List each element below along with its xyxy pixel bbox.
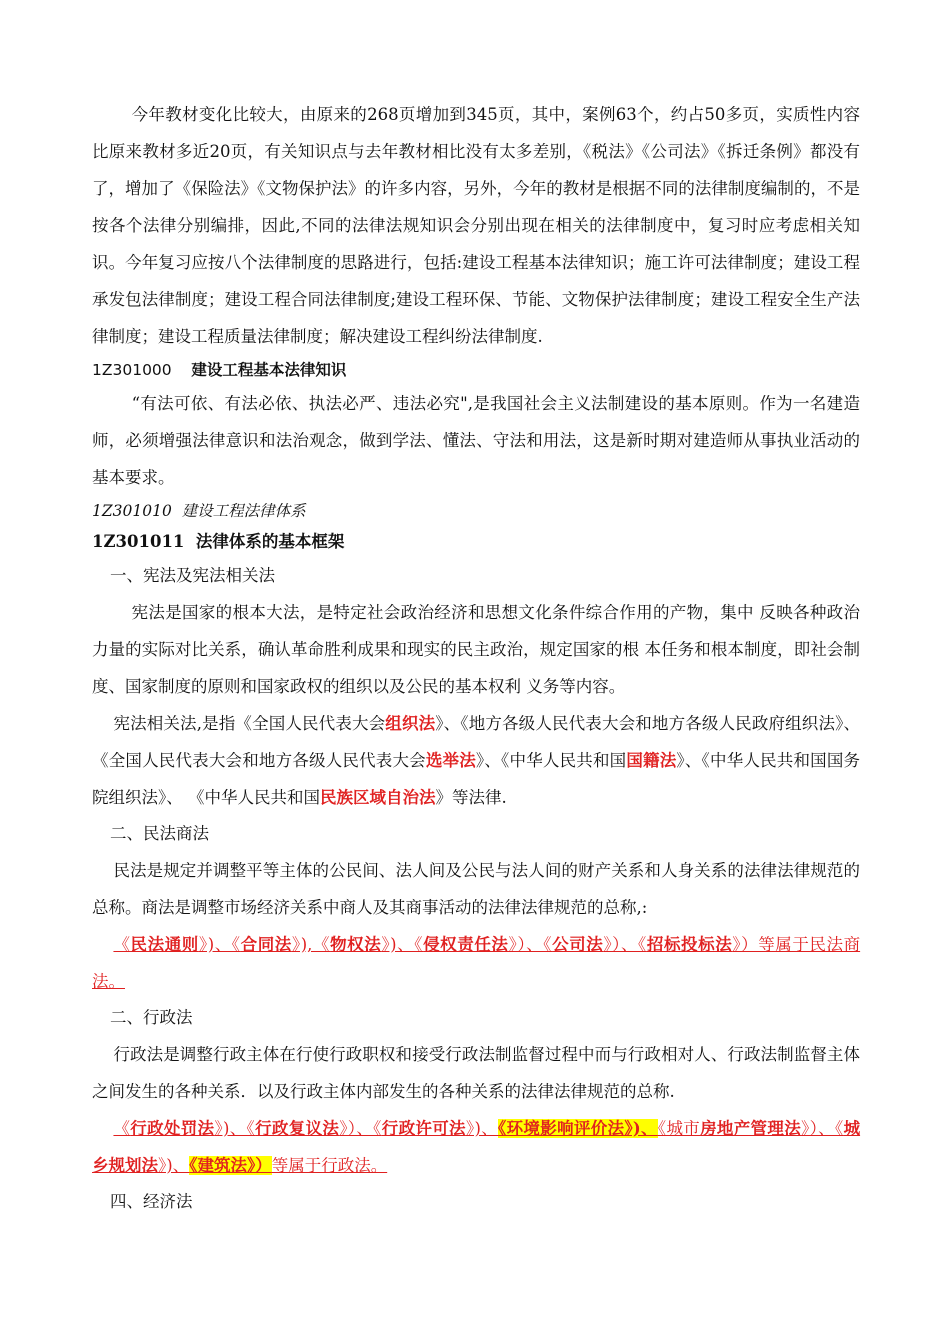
law-name: 物权法 — [330, 935, 382, 954]
text: 》)、《 — [198, 935, 241, 954]
admin-law-paragraph: 行政法是调整行政主体在行使行政职权和接受行政法制监督过程中而与行政相对人、行政法制监督主体之间发生的各种关系．以及行政主体内部发生的各种关系的法律法律规范的总称. — [92, 1045, 860, 1101]
text: 》)、《 — [381, 935, 424, 954]
constitution-related-paragraph — [92, 705, 860, 816]
text: 》、《中华人民共和国国务院组织法》、 《中华人民共和国 — [92, 751, 861, 807]
text: 》、《地方各级人民代表大会和地方各级人民政府组织法》、《全国人民代表大会和地方各级人民代表大会 — [92, 714, 861, 770]
constitution-paragraph: 宪法是国家的根本大法，是特定社会政治经济和思想文化条件综合作用的产物，集中 反映各种政治力量的实际对比关系，确认革命胜利成果和现实的民主政治，规定国家的根 本任务和根本制度，即社会制度、国家制度的原则和国家政权的组织以及公民的基本权利 义务等内容。 — [92, 603, 860, 696]
heading-code: 1Z301010 — [92, 502, 172, 520]
law-name-highlighted: 《建筑法》） — [189, 1156, 272, 1175]
text: 《城市 — [657, 1119, 701, 1138]
text: 》）、《 — [508, 935, 553, 954]
section-title-economic-law: 四、经济法 — [110, 1192, 193, 1211]
heading-1z301000 — [92, 355, 860, 385]
text: 》）、《 — [603, 935, 647, 954]
text: 》）等属于民法商法。 — [92, 935, 861, 991]
heading-code: 1Z301011 — [92, 532, 185, 551]
section-title-civil-law: 二、民法商法 — [110, 824, 209, 843]
text: 》)、 — [158, 1156, 190, 1175]
intro-paragraph: 今年教材变化比较大，由原来的268页增加到345页，其中，案例63个，约占50多页，实质性内容比原来教材多近20页，有关知识点与去年教材相比没有太多差别，《税法》《公司法》《拆迁条例》都没有了，增加了《保险法》《文物保护法》的许多内容，另外，今年的教材是根据不同的法律制度编制的，不是按各个法律分别编排，因此,不同的法律法规知识会分别出现在相关的法律制度中，复习时应考虑相关知识。今年复习应按八个法律制度的思路进行，包括:建设工程基本法律知识；施工许可法律制度；建设工程承发包法律制度；建设工程合同法律制度;建设工程环保、节能、文物保护法律制度；建设工程安全生产法律制度；建设工程质量法律制度；解决建设工程纠纷法律制度. — [92, 105, 860, 346]
text: 等属于行政法。 — [271, 1156, 388, 1175]
law-name: 招标投标法 — [646, 935, 733, 954]
law-name: 公司法 — [552, 935, 604, 954]
law-name-highlighted: 《环境影响评价法》)、 — [498, 1119, 658, 1138]
law-name: 行政许可法 — [381, 1119, 466, 1138]
heading-title: 法律体系的基本框架 — [195, 532, 345, 551]
highlight-law: 组织法 — [385, 714, 436, 733]
text: 《 — [113, 1119, 131, 1138]
text: 宪法相关法,是指《全国人民代表大会 — [113, 714, 386, 733]
heading-1z301010 — [92, 496, 860, 526]
civil-law-list — [92, 926, 860, 1000]
text: 》),《 — [291, 935, 331, 954]
highlight-law: 民族区域自治法 — [320, 788, 436, 807]
law-name: 侵权责任法 — [423, 935, 509, 954]
highlight-law: 国籍法 — [626, 751, 677, 770]
law-name: 城乡规划法 — [92, 1119, 861, 1175]
text: 》）、《 — [339, 1119, 382, 1138]
admin-law-list — [92, 1110, 860, 1184]
section-title-admin-law: 二、行政法 — [110, 1008, 193, 1027]
text: 《 — [113, 935, 131, 954]
law-name: 合同法 — [240, 935, 292, 954]
law-name: 行政复议法 — [255, 1119, 340, 1138]
principle-paragraph: “有法可依、有法必依、执法必严、违法必究",是我国社会主义法制建设的基本原则。作为一名建造师，必须增强法律意识和法治观念，做到学法、懂法、守法和用法，这是新时期对建造师从事执业活动的基本要求。 — [92, 394, 860, 487]
highlight-law: 选举法 — [425, 751, 476, 770]
document-page — [92, 96, 860, 1220]
heading-title: 建设工程基本法律知识 — [191, 361, 347, 379]
law-name: 行政处罚法 — [130, 1119, 215, 1138]
section-title-constitution: 一、宪法及宪法相关法 — [110, 566, 275, 585]
text: 》)、 — [465, 1119, 499, 1138]
law-name: 房地产管理法 — [700, 1119, 802, 1138]
text: 》、《中华人民共和国 — [475, 751, 627, 770]
heading-1z301011 — [92, 526, 860, 558]
heading-title: 建设工程法律体系 — [181, 502, 306, 520]
law-name: 民法通则 — [130, 935, 199, 954]
text: 》)、《 — [214, 1119, 256, 1138]
text: 》）、《 — [801, 1119, 844, 1138]
text: 》等法律. — [435, 788, 507, 807]
heading-code: 1Z301000 — [92, 361, 172, 379]
civil-law-paragraph: 民法是规定并调整平等主体的公民间、法人间及公民与法人间的财产关系和人身关系的法律法律规范的总称。商法是调整市场经济关系中商人及其商事活动的法律法律规范的总称,: — [92, 861, 860, 917]
